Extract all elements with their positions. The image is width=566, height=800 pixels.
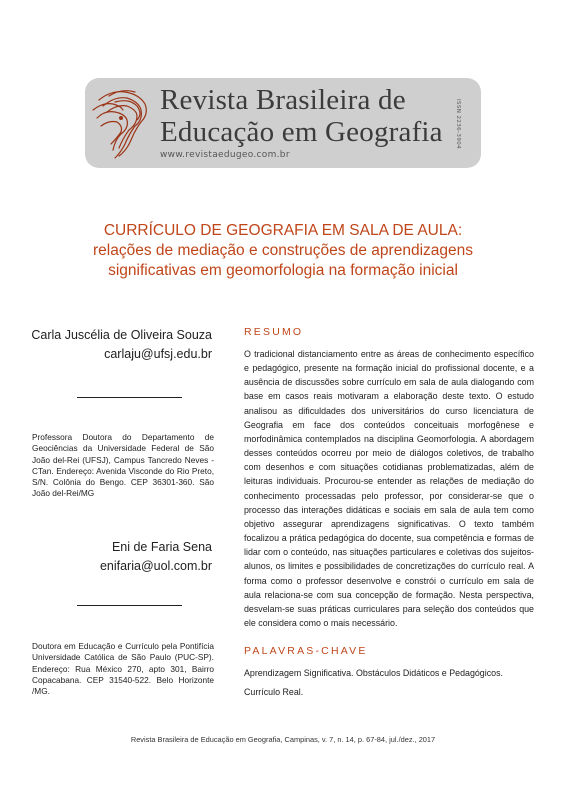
brazil-map-logo-icon xyxy=(85,78,155,168)
article-title-line2: relações de mediação e construções de aprendizagens xyxy=(93,242,473,259)
author-affiliation: Doutora em Educação e Currículo pela Pontifícia Universidade Católica de São Paulo (PUC-SP). Endereço: Rua México 270, apto 301, Bairro Copacabana. CEP 31540-522. Belo Horizonte /MG. xyxy=(32,641,214,697)
author-affiliation: Professora Doutora do Departamento de Geociências da Universidade Federal de São João del-Rei (UFSJ), Campus Tancredo Neves - CTan. Endereço: Avenida Visconde do Rio Preto, S/N. Colônia do Bengo. CEP 36301-360. São João del-Rei/MG xyxy=(32,432,214,499)
journal-url: www.revistaedugeo.com.br xyxy=(160,150,290,160)
journal-name-line2: Educação em Geografia xyxy=(160,116,443,148)
author-name: Carla Juscélia de Oliveira Souza xyxy=(31,328,212,342)
journal-issn: ISSN 2236-3904 xyxy=(455,98,461,150)
divider xyxy=(77,605,182,606)
page-footer-citation: Revista Brasileira de Educação em Geografia, Campinas, v. 7, n. 14, p. 67-84, jul./dez., 2017 xyxy=(130,735,436,744)
author-email[interactable]: carlaju@ufsj.edu.br xyxy=(104,347,212,361)
article-title-line3: significativas em geomorfologia na formação inicial xyxy=(108,262,458,279)
journal-name-line1: Revista Brasileira de xyxy=(160,84,406,116)
abstract-heading: RESUMO xyxy=(244,326,304,338)
abstract-text: O tradicional distanciamento entre as áreas de conhecimento específico e pedagógico, presente na formação inicial do profissional docente, e a ausência de discussões sobre currículo em sala de aula dialogando com base em casos reais motivaram a elaboração deste texto. O estudo analisou as dificuldades dos universitários do curso licenciatura de Geografia em face dos conteúdos conceituais morfogênese e morfodinâmica contemplados na disciplina Geomorfologia. A abordagem desses conteúdos ocorreu por meio de diálogos coletivos, de trabalho com desenhos e com situações cotidianas problematizadas, além de leituras individuais. Procurou-se entender as relações de mediação do conhecimento processadas pelo professor, por considerar-se que o processo das interações didáticas e sociais em sala de aula tem como objetivo assegurar aprendizagens significativas. O texto também focalizou a prática pedagógica do docente, sua competência e formas de lidar com o conteúdo, nas situações particulares e coletivas dos sujeitos-alunos, os limites e possibilidades de concretizações do currículo real. A forma como o professor desenvolve e constrói o currículo em sala de aula relaciona-se com sua concepção de formação. Nesta perspectiva, desvelam-se suas práticas curriculares para seleção dos conteúdos que ele considera como o mais necessário. xyxy=(244,349,534,628)
author-email[interactable]: enifaria@uol.com.br xyxy=(99,559,212,573)
author-name: Eni de Faria Sena xyxy=(111,540,212,554)
divider xyxy=(77,397,182,398)
journal-banner xyxy=(85,78,481,168)
keywords-heading: PALAVRAS-CHAVE xyxy=(244,645,368,657)
article-title-line1: CURRÍCULO DE GEOGRAFIA EM SALA DE AULA: xyxy=(103,222,463,239)
keywords-text: Aprendizagem Significativa. Obstáculos Didáticos e Pedagógicos. Currículo Real. xyxy=(244,668,503,697)
